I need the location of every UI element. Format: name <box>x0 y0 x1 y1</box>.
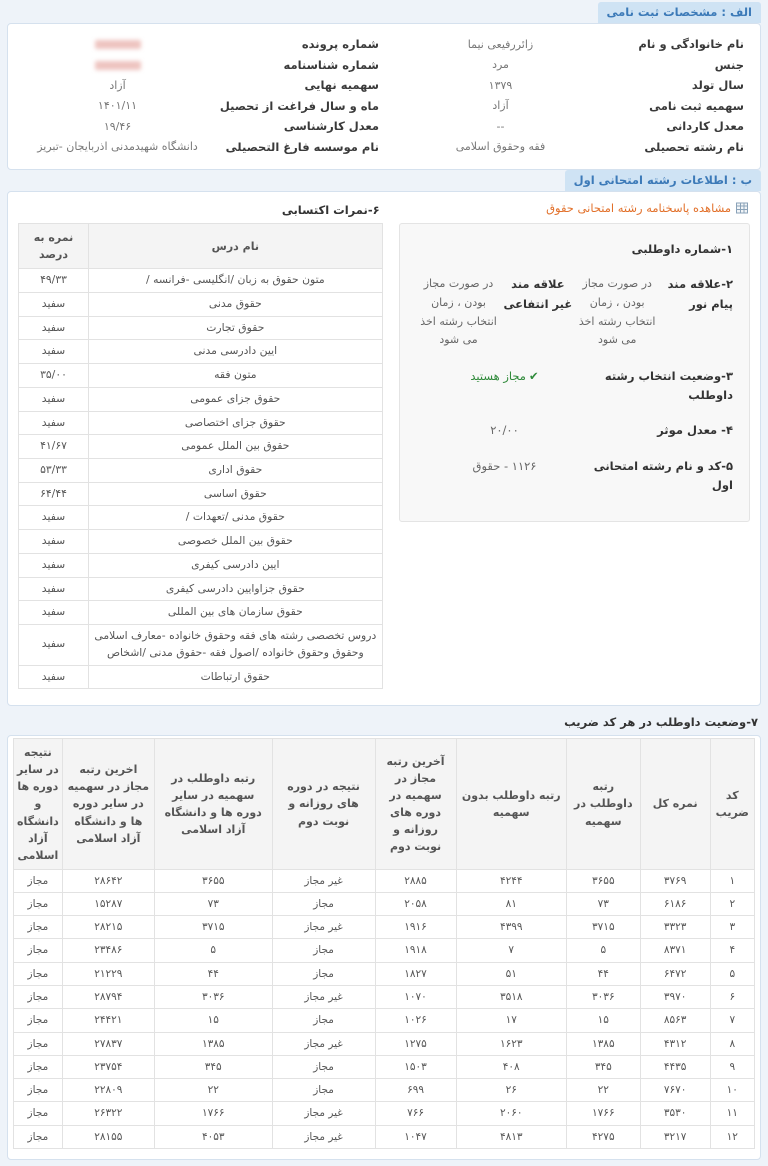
coef-result-daily-cell: مجاز <box>272 1079 375 1102</box>
field-value: ۱۴۰۱/۱۱ <box>97 99 138 113</box>
grade-row <box>19 530 383 554</box>
coef-lastrank-daily-cell: ۲۸۸۵ <box>375 869 456 892</box>
coef-rank-noquota-cell: ۴۰۸ <box>456 1055 566 1078</box>
grade-course-cell: حقوق بین الملل خصوصی <box>89 530 383 554</box>
registration-fields-right <box>389 34 744 157</box>
coef-total-score-cell: ۸۳۷۱ <box>640 939 710 962</box>
grade-score-cell: سفید <box>19 665 89 689</box>
coef-rank-quota-cell: ۲۲ <box>566 1079 640 1102</box>
coefficient-row <box>14 869 755 892</box>
column-header: رتبه داوطلب در سهمیه <box>566 739 640 869</box>
field-value <box>24 38 211 51</box>
grade-course-cell: حقوق جزای عمومی <box>89 387 383 411</box>
field-label: سهمیه ثبت نامی <box>649 98 744 113</box>
coefficient-header-row <box>14 739 755 869</box>
section-a-title: الف : مشخصات ثبت نامی <box>598 2 761 23</box>
registration-field-row <box>389 55 744 76</box>
coef-code-cell: ۲ <box>710 892 754 915</box>
coef-rank-other-cell: ۲۲ <box>154 1079 272 1102</box>
coef-code-cell: ۵ <box>710 962 754 985</box>
grade-row <box>19 269 383 293</box>
coef-total-score-cell: ۳۷۶۹ <box>640 869 710 892</box>
field-value: مرد <box>492 58 509 72</box>
column-header: آخرین رتبه مجاز در سهمیه در دوره های روزانه و نوبت دوم <box>375 739 456 869</box>
registration-box <box>7 23 761 170</box>
grade-row <box>19 665 383 689</box>
coef-rank-other-cell: ۵ <box>154 939 272 962</box>
coef-result-other-cell: مجاز <box>14 916 63 939</box>
coef-rank-noquota-cell: ۸۱ <box>456 892 566 915</box>
grade-row <box>19 292 383 316</box>
coef-rank-noquota-cell: ۱۶۲۳ <box>456 1032 566 1055</box>
coef-lastrank-other-cell: ۱۵۲۸۷ <box>62 892 154 915</box>
grade-row <box>19 506 383 530</box>
coef-result-daily-cell: مجاز <box>272 962 375 985</box>
coef-total-score-cell: ۴۴۳۵ <box>640 1055 710 1078</box>
coef-lastrank-daily-cell: ۷۶۶ <box>375 1102 456 1125</box>
coef-rank-quota-cell: ۱۳۸۵ <box>566 1032 640 1055</box>
coef-result-daily-cell: مجاز <box>272 939 375 962</box>
coef-lastrank-daily-cell: ۱۵۰۳ <box>375 1055 456 1078</box>
grade-score-cell: ۴۹/۳۳ <box>19 269 89 293</box>
column-header: رتبه داوطلب بدون سهمیه <box>456 739 566 869</box>
registration-field-row <box>389 75 744 96</box>
payamnoor-label: ۲-علاقه مند پیام نور <box>667 277 733 311</box>
coef-result-other-cell: مجاز <box>14 1009 63 1032</box>
grade-row <box>19 316 383 340</box>
coef-lastrank-other-cell: ۲۸۲۱۵ <box>62 916 154 939</box>
grade-course-cell: ایین دادرسی کیفری <box>89 553 383 577</box>
coef-lastrank-other-cell: ۲۸۱۵۵ <box>62 1125 154 1148</box>
coef-lastrank-daily-cell: ۱۰۷۰ <box>375 985 456 1008</box>
coef-result-daily-cell: غیر مجاز <box>272 869 375 892</box>
grade-course-cell: حقوق اساسی <box>89 482 383 506</box>
grade-score-cell: سفید <box>19 411 89 435</box>
coef-result-daily-cell: مجاز <box>272 892 375 915</box>
grade-course-cell: حقوق بین الملل عمومی <box>89 435 383 459</box>
coefficient-row <box>14 1125 755 1148</box>
coef-rank-noquota-cell: ۴۸۱۳ <box>456 1125 566 1148</box>
coef-rank-other-cell: ۳۴۵ <box>154 1055 272 1078</box>
nonprofit-value: در صورت مجاز بودن ، زمان انتخاب رشته اخذ می شود <box>420 277 497 347</box>
section-b-title: ب : اطلاعات رشته امتحانی اول <box>565 170 761 191</box>
field-value: -- <box>496 119 505 133</box>
coef-result-other-cell: مجاز <box>14 869 63 892</box>
field-label: نام رشته تحصیلی <box>644 139 744 154</box>
coef-total-score-cell: ۳۲۱۷ <box>640 1125 710 1148</box>
section-a-header-row <box>7 2 761 23</box>
coef-rank-quota-cell: ۳۶۵۵ <box>566 869 640 892</box>
coef-lastrank-other-cell: ۲۶۳۲۲ <box>62 1102 154 1125</box>
coefficient-row <box>14 1079 755 1102</box>
grade-score-cell: ۳۵/۰۰ <box>19 364 89 388</box>
effective-gpa-row <box>416 421 733 441</box>
grade-row <box>19 553 383 577</box>
coef-result-daily-cell: غیر مجاز <box>272 916 375 939</box>
column-header-score: نمره به درصد <box>19 224 89 269</box>
grade-row <box>19 364 383 388</box>
grades-table <box>18 223 383 689</box>
coef-result-daily-cell: غیر مجاز <box>272 1102 375 1125</box>
grade-score-cell: سفید <box>19 553 89 577</box>
coefficient-row <box>14 1032 755 1055</box>
coef-lastrank-daily-cell: ۱۹۱۶ <box>375 916 456 939</box>
effective-gpa-label: ۴- معدل موثر <box>657 422 733 437</box>
coefficient-row <box>14 985 755 1008</box>
grade-course-cell: ایین دادرسی مدنی <box>89 340 383 364</box>
coefficient-table <box>13 738 755 1149</box>
grade-course-cell: حقوق تجارت <box>89 316 383 340</box>
coef-code-cell: ۳ <box>710 916 754 939</box>
coef-total-score-cell: ۳۳۲۳ <box>640 916 710 939</box>
column-header: نتیجه در دوره های روزانه و نوبت دوم <box>272 739 375 869</box>
grade-row <box>19 435 383 459</box>
coef-rank-quota-cell: ۳۴۵ <box>566 1055 640 1078</box>
field-value <box>24 58 211 71</box>
coef-total-score-cell: ۶۱۸۶ <box>640 892 710 915</box>
field-code-value: ۱۱۲۶ - حقوق <box>472 459 537 474</box>
coef-code-cell: ۸ <box>710 1032 754 1055</box>
registration-grid <box>24 34 744 157</box>
coef-lastrank-other-cell: ۲۳۷۵۴ <box>62 1055 154 1078</box>
grade-score-cell: سفید <box>19 506 89 530</box>
grade-score-cell: ۵۳/۳۳ <box>19 458 89 482</box>
registration-field-row <box>24 55 379 76</box>
coef-result-other-cell: مجاز <box>14 1032 63 1055</box>
table-grid-icon <box>736 202 748 214</box>
exam-info-panel <box>399 223 750 522</box>
exam-field-box <box>7 191 761 706</box>
coef-result-other-cell: مجاز <box>14 939 63 962</box>
grade-course-cell: حقوق اداری <box>89 458 383 482</box>
coef-lastrank-other-cell: ۲۸۷۹۴ <box>62 985 154 1008</box>
coefficient-row <box>14 892 755 915</box>
registration-field-row <box>24 116 379 137</box>
coef-lastrank-other-cell: ۲۴۴۲۱ <box>62 1009 154 1032</box>
coef-rank-noquota-cell: ۴۲۴۴ <box>456 869 566 892</box>
coef-lastrank-other-cell: ۲۱۲۲۹ <box>62 962 154 985</box>
coefficient-row <box>14 1102 755 1125</box>
coef-rank-quota-cell: ۳۰۳۶ <box>566 985 640 1008</box>
field-label: شماره پرونده <box>301 37 379 52</box>
field-value: ۱۹/۴۶ <box>103 119 132 133</box>
grades-column <box>18 196 383 689</box>
coefficient-table-title: ۷-وضعیت داوطلب در هر کد ضریب <box>564 715 758 730</box>
view-answer-sheet-label: مشاهده پاسخنامه رشته امتحانی حقوق <box>546 201 731 215</box>
coef-rank-other-cell: ۱۳۸۵ <box>154 1032 272 1055</box>
status-badge <box>416 367 594 387</box>
selection-status-label: ۳-وضعیت انتخاب رشته داوطلب <box>604 369 733 402</box>
coefficient-row <box>14 1009 755 1032</box>
registration-field-row <box>389 116 744 137</box>
registration-field-row <box>389 96 744 117</box>
coef-rank-quota-cell: ۱۷۶۶ <box>566 1102 640 1125</box>
coef-rank-other-cell: ۴۴ <box>154 962 272 985</box>
coef-rank-other-cell: ۳۰۳۶ <box>154 985 272 1008</box>
column-header: رتبه داوطلب در سهمیه در سایر دوره ها و دانشگاه آزاد اسلامی <box>154 739 272 869</box>
registration-field-row <box>24 34 379 55</box>
coef-result-other-cell: مجاز <box>14 1125 63 1148</box>
grade-row <box>19 340 383 364</box>
coef-lastrank-daily-cell: ۲۰۵۸ <box>375 892 456 915</box>
coef-lastrank-daily-cell: ۱۰۲۶ <box>375 1009 456 1032</box>
coef-rank-quota-cell: ۱۵ <box>566 1009 640 1032</box>
registration-field-row <box>24 96 379 117</box>
selection-status-row <box>416 367 733 404</box>
coef-rank-noquota-cell: ۴۳۹۹ <box>456 916 566 939</box>
coefficient-row <box>14 962 755 985</box>
effective-gpa-value: ۲۰/۰۰ <box>490 422 519 437</box>
exam-info-column <box>399 196 750 522</box>
grade-course-cell: حقوق مدنی /تعهدات / <box>89 506 383 530</box>
registration-field-row <box>24 137 379 158</box>
payamnoor-value: در صورت مجاز بودن ، زمان انتخاب رشته اخذ می شود <box>578 277 656 347</box>
field-label: معدل کاردانی <box>666 119 744 134</box>
field-value: فقه وحقوق اسلامی <box>455 140 546 154</box>
column-header: نتیجه در سایر دوره ها و دانشگاه آزاد اسلامی <box>14 739 63 869</box>
grade-score-cell: سفید <box>19 316 89 340</box>
coef-rank-quota-cell: ۷۳ <box>566 892 640 915</box>
coefficient-row <box>14 1055 755 1078</box>
coef-result-daily-cell: غیر مجاز <box>272 985 375 1008</box>
grade-score-cell: سفید <box>19 292 89 316</box>
column-header: نمره کل <box>640 739 710 869</box>
field-value: آزاد <box>109 78 126 92</box>
candidate-number-row <box>416 240 733 258</box>
grade-score-cell: سفید <box>19 601 89 625</box>
grade-course-cell: حقوق جزاوایین دادرسی کیفری <box>89 577 383 601</box>
coef-rank-other-cell: ۱۷۶۶ <box>154 1102 272 1125</box>
grade-score-cell: ۶۴/۴۴ <box>19 482 89 506</box>
field-label: سهمیه نهایی <box>304 78 379 93</box>
coef-result-other-cell: مجاز <box>14 892 63 915</box>
field-label: نام موسسه فارغ التحصیلی <box>225 139 379 154</box>
coef-lastrank-other-cell: ۲۸۶۴۲ <box>62 869 154 892</box>
grade-course-cell: متون حقوق به زبان /انگلیسی -فرانسه / <box>89 269 383 293</box>
grade-course-cell: حقوق مدنی <box>89 292 383 316</box>
coef-rank-noquota-cell: ۷ <box>456 939 566 962</box>
coef-result-daily-cell: غیر مجاز <box>272 1125 375 1148</box>
field-code-row <box>416 457 733 494</box>
coef-result-daily-cell: مجاز <box>272 1009 375 1032</box>
coef-lastrank-daily-cell: ۱۸۲۷ <box>375 962 456 985</box>
grade-course-cell: حقوق جزای اختصاصی <box>89 411 383 435</box>
grade-score-cell: سفید <box>19 340 89 364</box>
coef-rank-noquota-cell: ۲۰۶۰ <box>456 1102 566 1125</box>
section-registration <box>7 2 761 170</box>
registration-field-row <box>389 34 744 55</box>
coef-rank-other-cell: ۳۶۵۵ <box>154 869 272 892</box>
coef-lastrank-daily-cell: ۶۹۹ <box>375 1079 456 1102</box>
coef-result-other-cell: مجاز <box>14 1102 63 1125</box>
field-label: ماه و سال فراغت از تحصیل <box>219 98 379 113</box>
coef-result-other-cell: مجاز <box>14 985 63 1008</box>
view-answer-sheet-link[interactable] <box>401 201 748 215</box>
coef-rank-noquota-cell: ۵۱ <box>456 962 566 985</box>
coef-code-cell: ۱ <box>710 869 754 892</box>
coef-result-other-cell: مجاز <box>14 1079 63 1102</box>
coefficient-row <box>14 939 755 962</box>
column-header: اخرین رتبه مجاز در سهمیه در سایر دوره ها و دانشگاه آزاد اسلامی <box>62 739 154 869</box>
coefficient-row <box>14 916 755 939</box>
coef-total-score-cell: ۷۶۷۰ <box>640 1079 710 1102</box>
coef-result-daily-cell: غیر مجاز <box>272 1032 375 1055</box>
grade-score-cell: سفید <box>19 625 89 665</box>
coef-result-other-cell: مجاز <box>14 962 63 985</box>
registration-fields-left <box>24 34 379 157</box>
field-label: معدل کارشناسی <box>283 119 379 134</box>
grade-row <box>19 577 383 601</box>
check-icon: ✔ <box>528 369 539 384</box>
coef-rank-quota-cell: ۵ <box>566 939 640 962</box>
field-code-label: ۵-کد و نام رشته امتحانی اول <box>593 459 733 492</box>
coef-code-cell: ۱۰ <box>710 1079 754 1102</box>
grades-header-row <box>19 224 383 269</box>
coef-code-cell: ۹ <box>710 1055 754 1078</box>
coef-rank-quota-cell: ۴۴ <box>566 962 640 985</box>
coef-rank-noquota-cell: ۲۶ <box>456 1079 566 1102</box>
grade-row <box>19 482 383 506</box>
field-value: زائررفیعی نیما <box>467 37 534 51</box>
field-label: جنس <box>714 57 744 72</box>
coef-lastrank-other-cell: ۲۲۸۰۹ <box>62 1079 154 1102</box>
coef-result-daily-cell: مجاز <box>272 1055 375 1078</box>
coef-code-cell: ۱۲ <box>710 1125 754 1148</box>
grade-row <box>19 411 383 435</box>
coef-lastrank-daily-cell: ۱۰۴۷ <box>375 1125 456 1148</box>
coef-rank-noquota-cell: ۳۵۱۸ <box>456 985 566 1008</box>
column-header-course: نام درس <box>89 224 383 269</box>
coef-rank-other-cell: ۳۷۱۵ <box>154 916 272 939</box>
coef-code-cell: ۶ <box>710 985 754 1008</box>
field-value: آزاد <box>492 99 509 113</box>
coef-rank-noquota-cell: ۱۷ <box>456 1009 566 1032</box>
section-exam-field <box>7 170 761 706</box>
field-label: شماره شناسنامه <box>283 57 379 72</box>
grade-score-cell: ۴۱/۶۷ <box>19 435 89 459</box>
registration-field-row <box>24 75 379 96</box>
grade-course-cell: حقوق سازمان های بین المللی <box>89 601 383 625</box>
coef-result-other-cell: مجاز <box>14 1055 63 1078</box>
registration-field-row <box>389 137 744 158</box>
coef-total-score-cell: ۳۹۷۰ <box>640 985 710 1008</box>
grade-row <box>19 458 383 482</box>
coef-total-score-cell: ۸۵۶۳ <box>640 1009 710 1032</box>
coef-code-cell: ۱۱ <box>710 1102 754 1125</box>
grade-score-cell: سفید <box>19 530 89 554</box>
nonprofit-label: علاقه مند غیر انتفاعی <box>503 277 573 311</box>
coef-rank-other-cell: ۴۰۵۳ <box>154 1125 272 1148</box>
grade-row <box>19 601 383 625</box>
coef-lastrank-other-cell: ۲۳۴۸۶ <box>62 939 154 962</box>
grades-table-title: ۶-نمرات اکتسابی <box>281 203 380 217</box>
candidate-number-label: ۱-شماره داوطلبی <box>631 242 733 256</box>
field-value: ۱۳۷۹ <box>488 78 513 92</box>
coef-total-score-cell: ۶۴۷۲ <box>640 962 710 985</box>
grade-course-cell: متون فقه <box>89 364 383 388</box>
field-value: دانشگاه شهیدمدنی اذربایجان -تبریز <box>37 140 198 154</box>
coef-code-cell: ۷ <box>710 1009 754 1032</box>
field-label: سال تولد <box>691 78 744 93</box>
column-header: کد ضریب <box>710 739 754 869</box>
field-label: نام خانوادگی و نام <box>638 37 744 52</box>
section-coefficient-status <box>7 715 761 1160</box>
coef-rank-quota-cell: ۴۲۷۵ <box>566 1125 640 1148</box>
grade-row <box>19 625 383 665</box>
grade-row <box>19 387 383 411</box>
grade-course-cell: حقوق ارتباطات <box>89 665 383 689</box>
coef-rank-other-cell: ۷۳ <box>154 892 272 915</box>
grade-score-cell: سفید <box>19 387 89 411</box>
coef-rank-quota-cell: ۳۷۱۵ <box>566 916 640 939</box>
coef-lastrank-other-cell: ۲۷۸۳۷ <box>62 1032 154 1055</box>
coefficient-box <box>7 735 761 1160</box>
grade-score-cell: سفید <box>19 577 89 601</box>
coef-total-score-cell: ۳۵۳۰ <box>640 1102 710 1125</box>
coef-code-cell: ۴ <box>710 939 754 962</box>
coef-rank-other-cell: ۱۵ <box>154 1009 272 1032</box>
section-b-header-row <box>7 170 761 191</box>
coef-total-score-cell: ۴۳۱۲ <box>640 1032 710 1055</box>
coef-lastrank-daily-cell: ۱۹۱۸ <box>375 939 456 962</box>
interest-row <box>416 275 733 350</box>
status-text: مجاز هستید <box>470 369 526 384</box>
grade-course-cell: دروس تخصصی رشته های فقه وحقوق خانواده -معارف اسلامی وحقوق وحقوق خانواده /اصول فقه -حقوق مدنی /اشخاص <box>89 625 383 665</box>
coef-lastrank-daily-cell: ۱۲۷۵ <box>375 1032 456 1055</box>
